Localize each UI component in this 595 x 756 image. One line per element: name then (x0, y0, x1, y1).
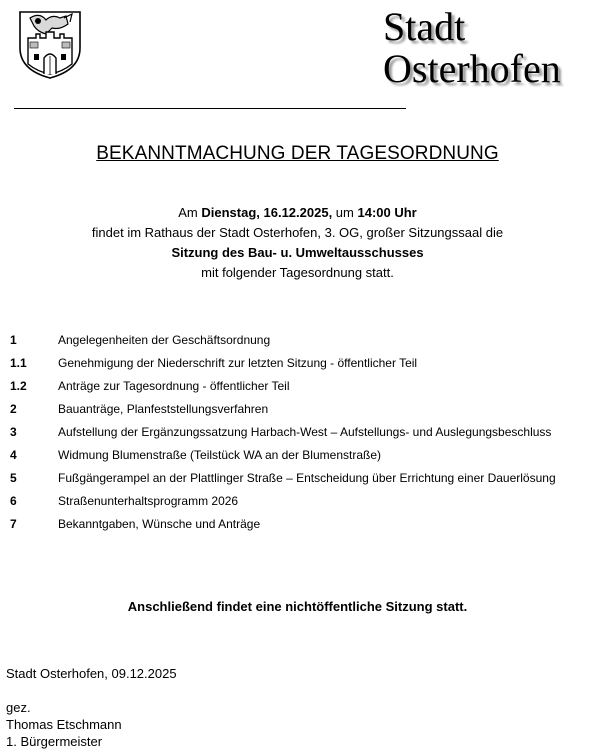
agenda-item-number: 6 (10, 494, 17, 508)
city-name (383, 6, 561, 90)
notice-title: BEKANNTMACHUNG DER TAGESORDNUNG (96, 143, 499, 164)
agenda-item-number: 1.1 (10, 356, 27, 370)
agenda-item-text: Widmung Blumenstraße (Teilstück WA an der Blumenstraße) (58, 448, 381, 462)
agenda-list (10, 334, 585, 541)
meeting-date: Dienstag, 16.12.2025, (201, 205, 333, 220)
agenda-item-text: Anträge zur Tagesordnung - öffentlicher Teil (58, 379, 290, 393)
place-date: Stadt Osterhofen, 09.12.2025 (6, 666, 177, 681)
intro-suffix: mit folgender Tagesordnung statt. (201, 265, 394, 280)
intro-block (0, 203, 595, 283)
agenda-item (10, 380, 585, 393)
agenda-item-number: 2 (10, 402, 17, 416)
agenda-item-text: Bekanntgaben, Wünsche und Anträge (58, 517, 261, 531)
closing-note: Anschließend findet eine nichtöffentliche Sitzung statt. (127, 599, 468, 614)
intro-am: Am (178, 205, 202, 220)
signatory-role: 1. Bürgermeister (6, 734, 103, 749)
agenda-item-number: 1 (10, 333, 17, 347)
intro-date-line (0, 203, 595, 223)
agenda-item (10, 449, 585, 462)
header-divider (14, 108, 406, 109)
agenda-item-number: 3 (10, 425, 17, 439)
meeting-time: 14:00 Uhr (357, 205, 417, 220)
city-name-line1: Stadt (383, 4, 466, 49)
agenda-item-number: 4 (10, 448, 17, 462)
agenda-item-text: Fußgängerampel an der Plattlinger Straße – Entscheidung über Errichtung einer Dauerlösung (58, 471, 556, 485)
agenda-item (10, 334, 585, 347)
signatory-name: Thomas Etschmann (6, 717, 122, 732)
agenda-item (10, 472, 585, 485)
agenda-item-number: 7 (10, 517, 17, 531)
city-name-line2: Osterhofen (383, 46, 561, 91)
agenda-item-text: Angelegenheiten der Geschäftsordnung (58, 333, 271, 347)
agenda-item (10, 403, 585, 416)
meeting-name: Sitzung des Bau- u. Umweltausschusses (171, 245, 424, 260)
agenda-item (10, 495, 585, 508)
intro-location: findet im Rathaus der Stadt Osterhofen, 3. OG, großer Sitzungssaal die (91, 225, 504, 240)
agenda-item (10, 518, 585, 531)
agenda-item-number: 5 (10, 471, 17, 485)
signature-gez: gez. (6, 700, 31, 715)
agenda-item (10, 426, 585, 439)
agenda-item-text: Genehmigung der Niederschrift zur letzten Sitzung - öffentlicher Teil (58, 356, 418, 370)
coat-of-arms-logo (16, 8, 84, 80)
agenda-item-number: 1.2 (10, 379, 27, 393)
agenda-item-text: Straßenunterhaltsprogramm 2026 (58, 494, 239, 508)
agenda-item-text: Bauanträge, Planfeststellungsverfahren (58, 402, 269, 416)
agenda-item (10, 357, 585, 370)
intro-um: um (332, 205, 358, 220)
agenda-item-text: Aufstellung der Ergänzungssatzung Harbach-West – Aufstellungs- und Auslegungsbeschluss (58, 425, 552, 439)
